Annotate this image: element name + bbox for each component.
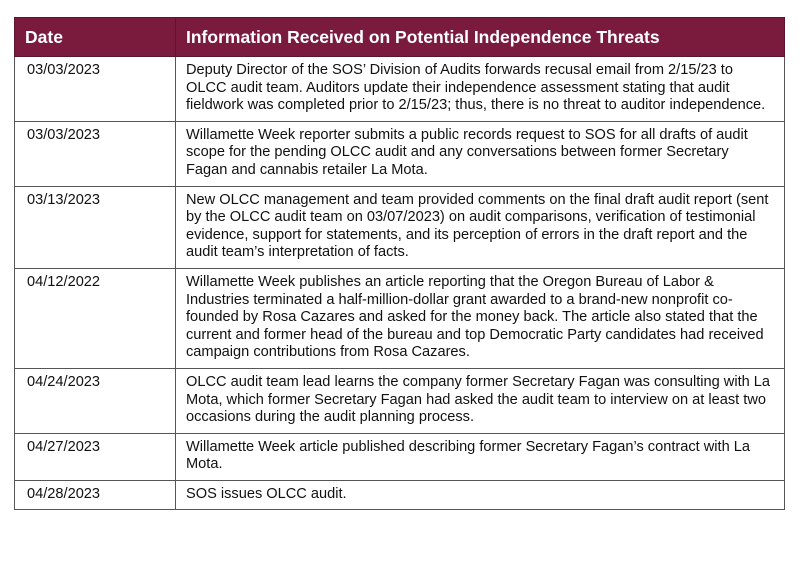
info-cell: Deputy Director of the SOS’ Division of Audits forwards recusal email from 2/15/23 to OLCC audit team. Auditors update their independence assessment stating that audit fieldwork was completed prior to 2/15/23; thus, there is no threat to auditor independence. [176, 57, 785, 122]
table-row [15, 121, 785, 186]
table-header [15, 18, 785, 57]
info-cell: Willamette Week reporter submits a public records request to SOS for all drafts of audit scope for the pending OLCC audit and any conversations between former Secretary Fagan and cannabis retailer La Mota. [176, 121, 785, 186]
date-cell: 03/13/2023 [15, 186, 176, 268]
independence-threats-table [14, 17, 785, 510]
date-cell: 04/27/2023 [15, 433, 176, 480]
date-cell: 04/24/2023 [15, 368, 176, 433]
date-column-header: Date [15, 18, 176, 57]
info-cell: New OLCC management and team provided comments on the final draft audit report (sent by the OLCC audit team on 03/07/2023) on audit comparisons, verification of testimonial evidence, support for statements, and its perception of errors in the draft report and the audit team’s interpretation of facts. [176, 186, 785, 268]
table-row [15, 57, 785, 122]
date-cell: 04/28/2023 [15, 480, 176, 510]
info-column-header: Information Received on Potential Independence Threats [176, 18, 785, 57]
table-row [15, 433, 785, 480]
table-row [15, 268, 785, 368]
table-row [15, 480, 785, 510]
table-row [15, 186, 785, 268]
independence-threats-table-container [14, 17, 784, 510]
date-cell: 03/03/2023 [15, 57, 176, 122]
date-cell: 03/03/2023 [15, 121, 176, 186]
table-body [15, 57, 785, 510]
info-cell: Willamette Week article published describing former Secretary Fagan’s contract with La Mota. [176, 433, 785, 480]
header-row [15, 18, 785, 57]
date-cell: 04/12/2022 [15, 268, 176, 368]
info-cell: OLCC audit team lead learns the company former Secretary Fagan was consulting with La Mota, which former Secretary Fagan had asked the audit team to interview on at least two occasions during the audit planning process. [176, 368, 785, 433]
info-cell: Willamette Week publishes an article reporting that the Oregon Bureau of Labor & Industries terminated a half-million-dollar grant awarded to a brand-new nonprofit co-founded by Rosa Cazares and asked for the money back. The article also stated that the current and former head of the bureau and top Democratic Party candidates had received campaign contributions from Rosa Cazares. [176, 268, 785, 368]
table-row [15, 368, 785, 433]
info-cell: SOS issues OLCC audit. [176, 480, 785, 510]
